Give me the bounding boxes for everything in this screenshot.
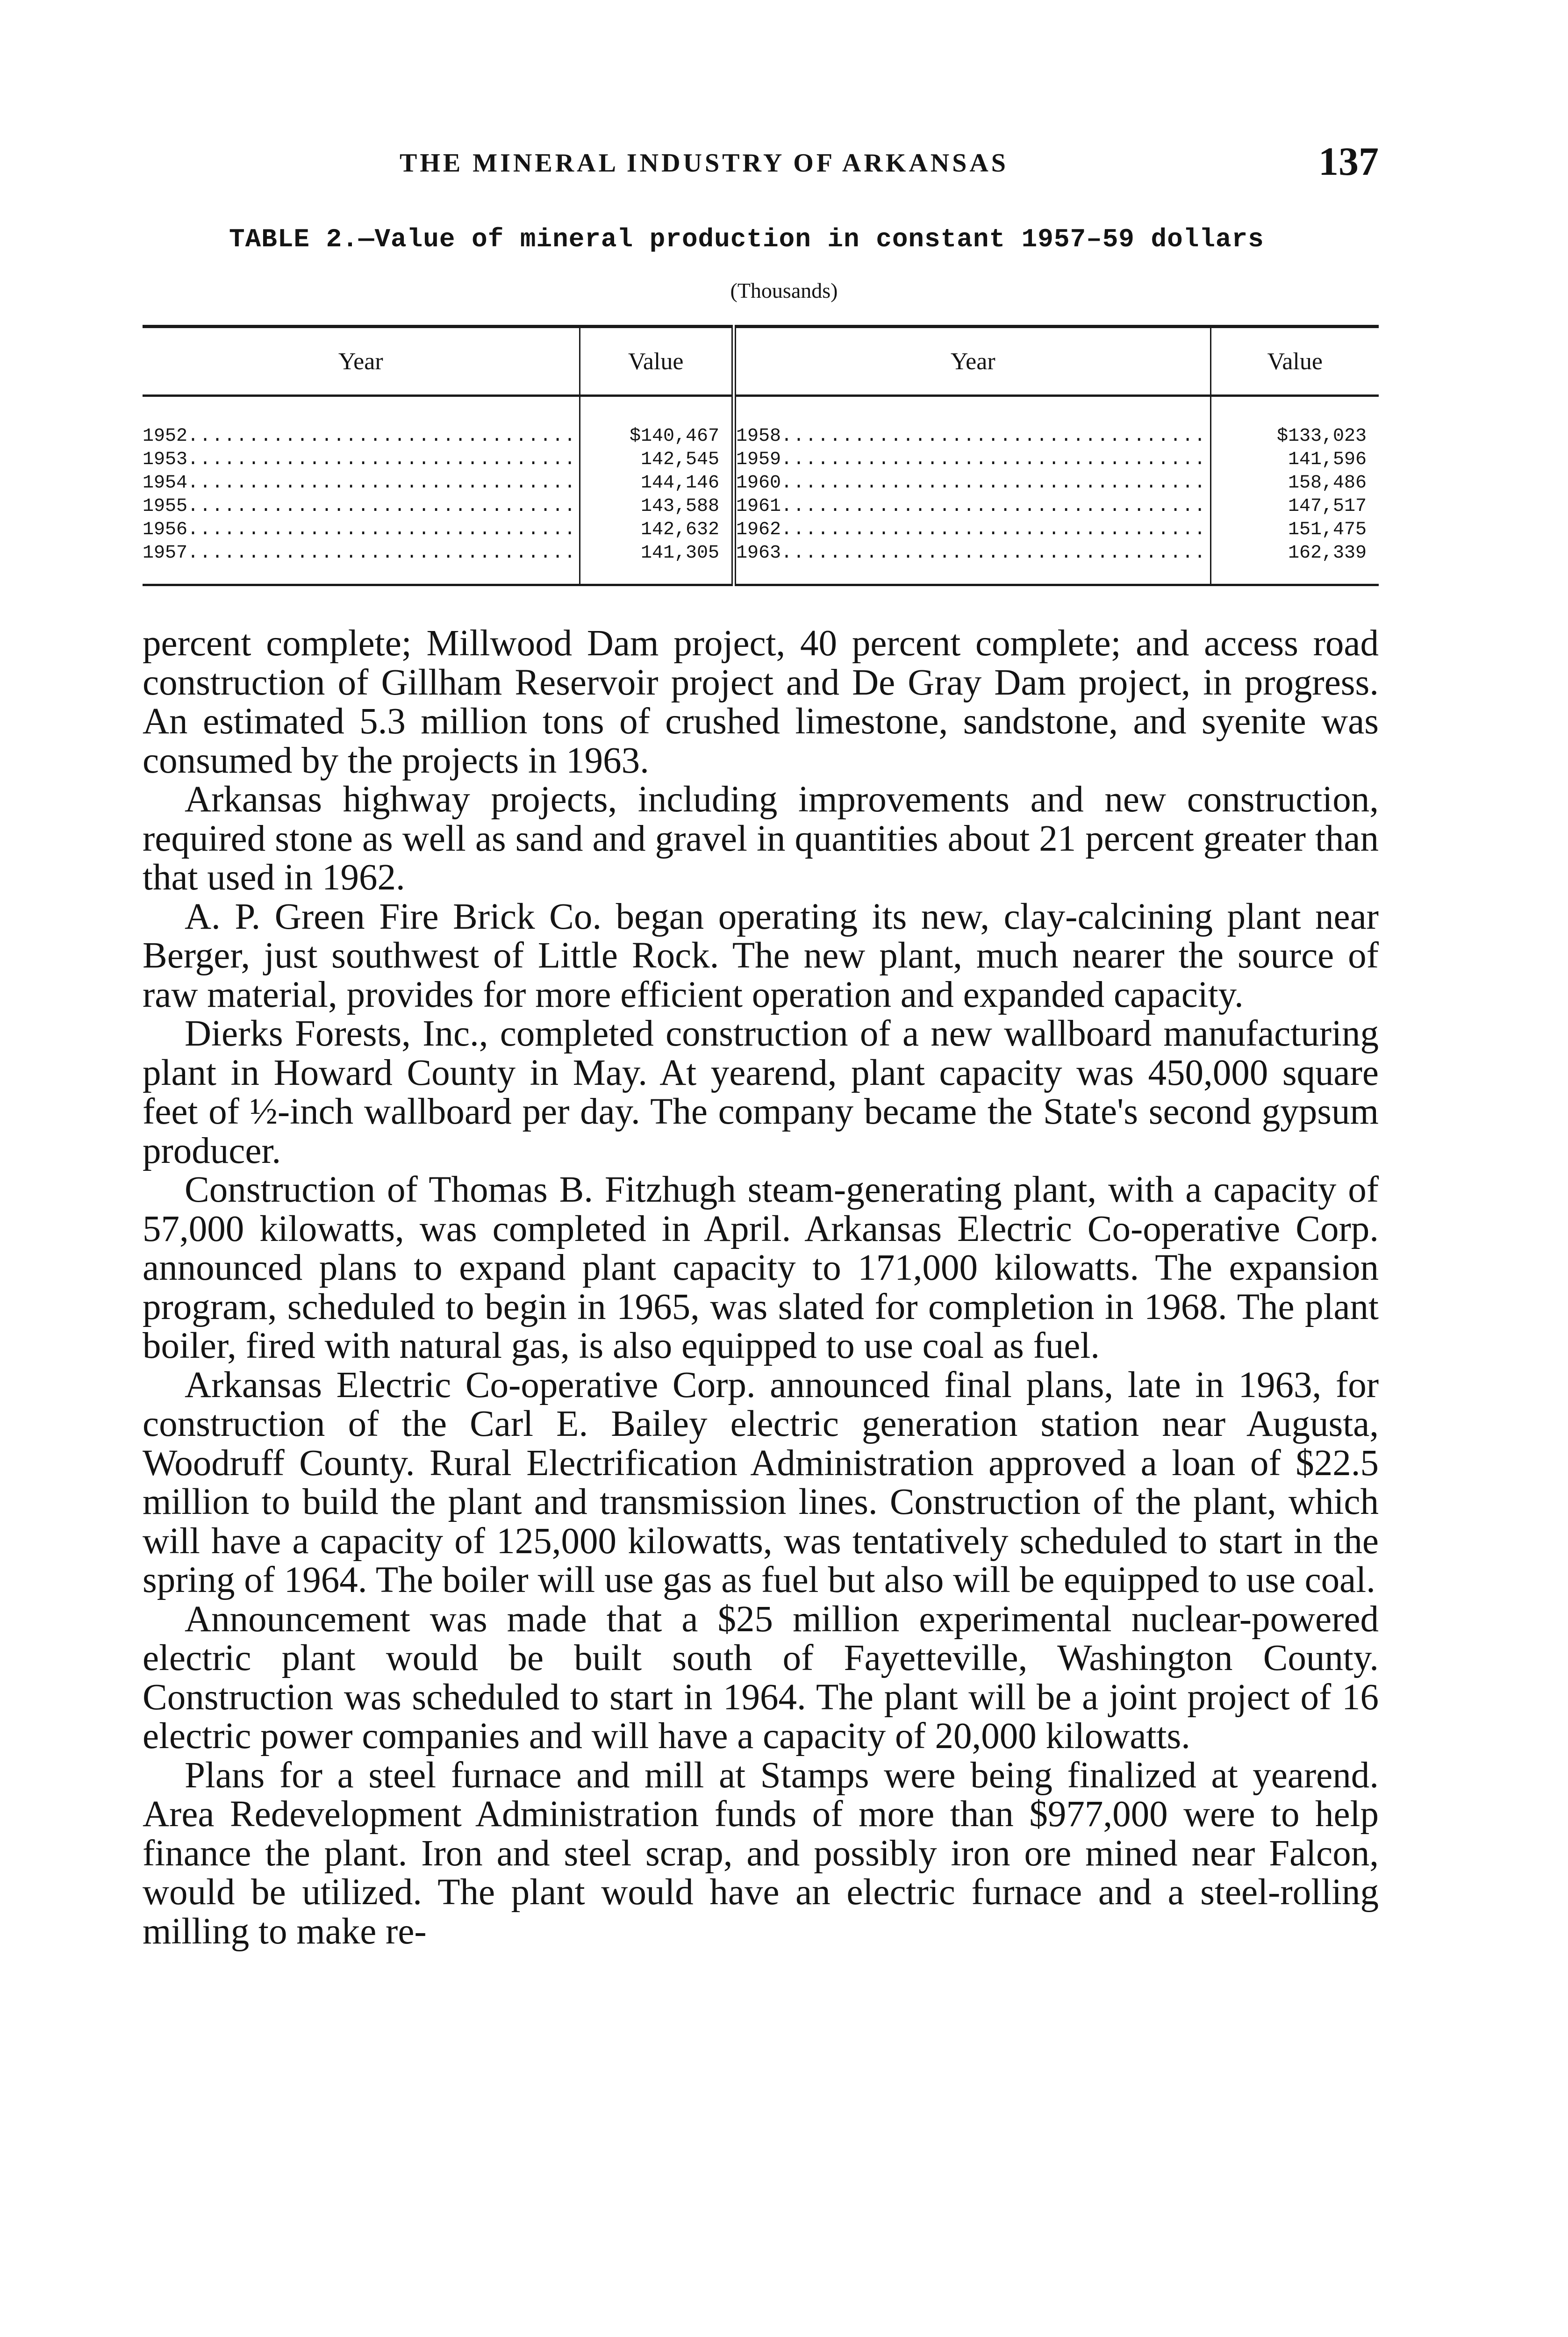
table-row	[143, 495, 1379, 518]
value-cell: 141,305	[580, 542, 734, 585]
year-cell: 1957 .....	[143, 542, 580, 585]
running-title: THE MINERAL INDUSTRY OF ARKANSAS	[400, 149, 1009, 178]
production-table	[143, 325, 1379, 586]
paragraph-bailey-station: Arkansas Electric Co-operative Corp. announced final plans, late in 1963, for construction of the Carl E. Bailey electric generation station near Augusta, Woodruff County. Rural Electrification Administration approved a loan of $22.5 million to build the plant and transmission lines. Construction of the plant, which will have a capacity of 125,000 kilowatts, was tentatively scheduled to start in the spring of 1964. The boiler will use gas as fuel but also will be equipped to use coal.	[143, 1364, 1379, 1600]
value-cell: 144,146	[580, 472, 734, 495]
value-cell: $133,023	[1210, 396, 1379, 449]
header-value-left: Value	[580, 327, 734, 396]
table-row	[143, 472, 1379, 495]
year-cell: 1952 .....	[143, 396, 580, 449]
value-cell: 142,545	[580, 448, 734, 472]
year-cell: 1961 .....	[734, 495, 1210, 518]
value-cell: 147,517	[1210, 495, 1379, 518]
year-cell: 1963 .....	[734, 542, 1210, 585]
value-cell: 143,588	[580, 495, 734, 518]
table-caption: TABLE 2.—Value of mineral production in constant 1957–59 dollars	[229, 224, 1264, 254]
value-cell: $140,467	[580, 396, 734, 449]
value-cell: 158,486	[1210, 472, 1379, 495]
running-head	[143, 138, 1379, 189]
year-cell: 1956 .....	[143, 518, 580, 542]
table-header-row	[143, 327, 1379, 396]
value-cell: 151,475	[1210, 518, 1379, 542]
table-row	[143, 448, 1379, 472]
production-table-container	[143, 325, 1379, 586]
paragraph-fitzhugh-plant: Construction of Thomas B. Fitzhugh steam-generating plant, with a capacity of 57,000 kilowatts, was completed in April. Arkansas Electric Co-operative Corp. announced plans to expand plant capacity to 171,000 kilowatts. The expansion program, scheduled to begin in 1965, was slated for completion in 1968. The plant boiler, fired with natural gas, is also equipped to use coal as fuel.	[143, 1169, 1379, 1366]
year-cell: 1962 .....	[734, 518, 1210, 542]
table-row	[143, 396, 1379, 449]
table-units: (Thousands)	[730, 279, 838, 302]
paragraph-green-fire-brick: A. P. Green Fire Brick Co. began operating its new, clay-calcining plant near Berger, just southwest of Little Rock. The new plant, much nearer the source of raw material, provides for more efficient operation and expanded capacity.	[143, 896, 1379, 1015]
year-cell: 1955 .....	[143, 495, 580, 518]
year-cell: 1960 .....	[734, 472, 1210, 495]
year-cell: 1958 .....	[734, 396, 1210, 449]
header-year-right: Year	[734, 327, 1210, 396]
paragraph-highway-projects: Arkansas highway projects, including improvements and new construction, required stone as well as sand and gravel in quantities about 21 percent greater than that used in 1962.	[143, 779, 1379, 898]
year-cell: 1959 .....	[734, 448, 1210, 472]
header-year-left: Year	[143, 327, 580, 396]
year-cell: 1954 .....	[143, 472, 580, 495]
header-value-right: Value	[1210, 327, 1379, 396]
paragraph-dierks-forests: Dierks Forests, Inc., completed construction of a new wallboard manufacturing plant in Howard County in May. At yearend, plant capacity was 450,000 square feet of ½-inch wallboard per day. The company became the State's second gypsum producer.	[143, 1013, 1379, 1171]
year-cell: 1953 .....	[143, 448, 580, 472]
paragraph-nuclear-plant: Announcement was made that a $25 million experimental nuclear-powered electric plant would be built south of Fayetteville, Washington County. Construction was scheduled to start in 1964. The plant will be a joint project of 16 electric power companies and will have a capacity of 20,000 kilowatts.	[143, 1599, 1379, 1756]
body-text	[143, 624, 1379, 1951]
value-cell: 142,632	[580, 518, 734, 542]
table-row	[143, 542, 1379, 585]
paragraph-steel-mill: Plans for a steel furnace and mill at Stamps were being finalized at yearend. Area Redevelopment Administration funds of more than $977,000 were to help finance the plant. Iron and steel scrap, and possibly iron ore mined near Falcon, would be utilized. The plant would have an electric furnace and a steel-rolling milling to make re-	[143, 1755, 1379, 1952]
page-number: 137	[1318, 139, 1379, 184]
value-cell: 162,339	[1210, 542, 1379, 585]
paragraph-continuation: percent complete; Millwood Dam project, 40 percent complete; and access road construction of Gillham Reservoir project and De Gray Dam project, in progress. An estimated 5.3 million tons of crushed limestone, sandstone, and syenite was consumed by the projects in 1963.	[143, 623, 1379, 781]
value-cell: 141,596	[1210, 448, 1379, 472]
table-row	[143, 518, 1379, 542]
